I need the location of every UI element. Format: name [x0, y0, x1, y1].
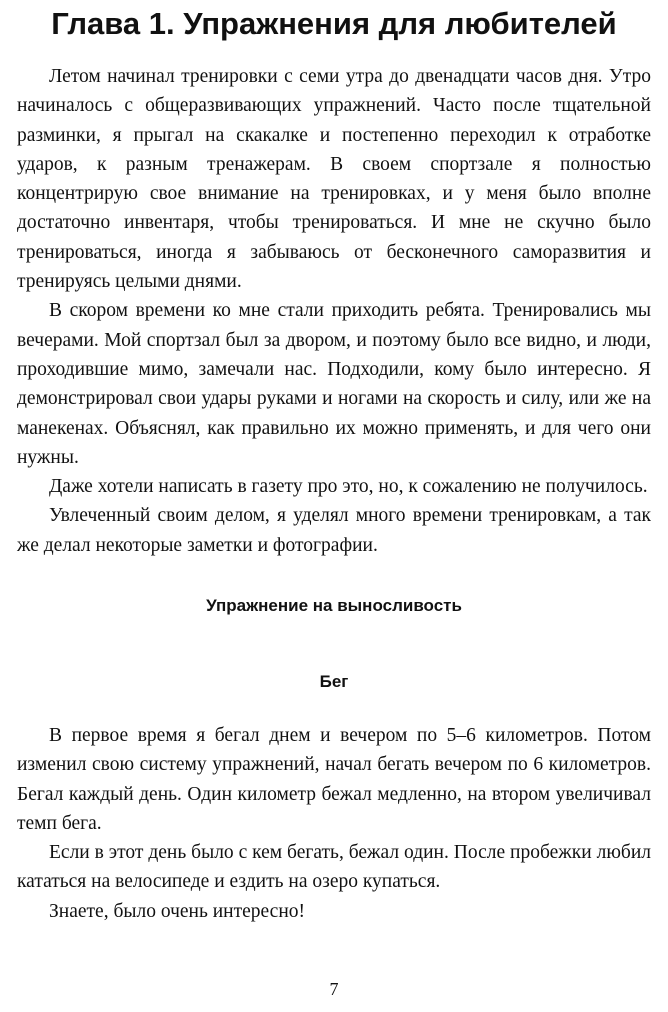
paragraph: Знаете, было очень интересно!	[49, 900, 306, 922]
paragraph: Летом начинал тренировки с семи утра до двенадцати часов дня. Утро начиналось с общеразвивающих упражнений. Часто после тщательной разминки, я прыгал на скакалке и постепенно переходил к отработке ударов, к разным тренажерам. В своем спортзале я полностью концентрирую свое внимание на тренировках, и у меня было вполне достаточно инвентаря, чтобы тренироваться. И мне не скучно было тренироваться, иногда я забываюсь от бесконечного саморазвития и тренируясь целыми днями.	[17, 66, 651, 293]
page-number: 7	[329, 979, 339, 999]
paragraph: В скором времени ко мне стали приходить ребята. Тренировались мы вечерами. Мой спортзал был за двором, и поэтому было все видно, и люди, проходившие мимо, замечали нас. Подходили, кому было интересно. Я демонстрировал свои удары руками и ногами на скорость и силу, или же на манекенах. Объяснял, как правильно их можно применять, и для чего они нужны.	[17, 300, 651, 468]
section-subheading: Бег	[319, 672, 349, 691]
paragraph: В первое время я бегал днем и вечером по 5–6 километров. Потом изменил свою систему упражнений, начал бегать вечером по 6 километров. Бегал каждый день. Один километр бежал медленно, на втором увеличивал темп бега.	[17, 725, 651, 834]
section-heading: Упражнение на выносливость	[206, 596, 462, 615]
paragraph: Увлеченный своим делом, я уделял много времени тренировкам, а так же делал некоторые заметки и фотографии.	[17, 505, 651, 556]
intro-text	[17, 62, 651, 560]
paragraph: Даже хотели написать в газету про это, но, к сожалению не получилось.	[49, 476, 648, 498]
section-text	[17, 721, 651, 926]
chapter-title: Глава 1. Упражнения для любителей	[51, 6, 617, 41]
paragraph: Если в этот день было с кем бегать, бежал один. После пробежки любил кататься на велосипеде и ездить на озеро купаться.	[17, 842, 651, 893]
